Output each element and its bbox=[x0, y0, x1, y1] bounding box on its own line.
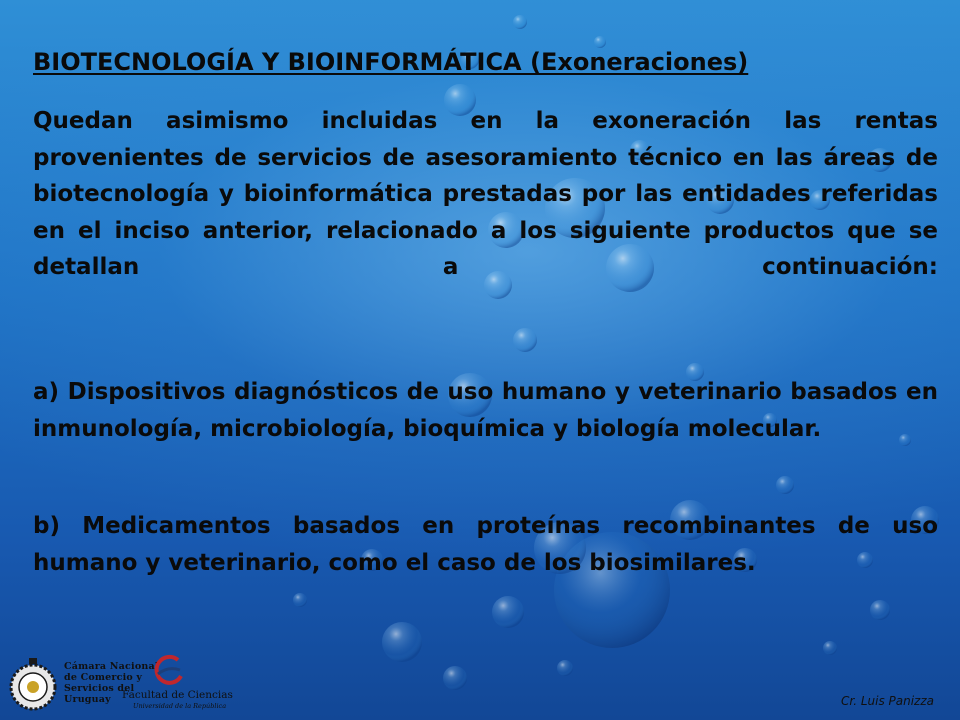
camara-line: Servicios del bbox=[64, 683, 135, 694]
camara-seal-logo bbox=[8, 657, 58, 713]
intro-paragraph: Quedan asimismo incluidas en la exoneración las rentas provenientes de servicios de asesoramiento técnico en las áreas de biotecnología y bioinformática prestadas por las entidades referidas en el inciso anterior, relacionado a los siguiente productos que se detallan a continuación: bbox=[33, 108, 938, 280]
facultad-subtitle: Universidad de la República bbox=[133, 702, 227, 710]
facultad-name: Facultad de Ciencias bbox=[122, 689, 233, 701]
camara-line: Uruguay bbox=[64, 694, 111, 705]
camara-line: Cámara Nacional bbox=[64, 661, 159, 672]
author-signature: Cr. Luis Panizza bbox=[840, 694, 934, 708]
item-a-paragraph: a) Dispositivos diagnósticos de uso humano y veterinario basados en inmunología, microbiología, bioquímica y biología molecular. bbox=[33, 379, 938, 442]
facultad-ciencias-logo bbox=[148, 654, 188, 688]
item-b-paragraph: b) Medicamentos basados en proteínas recombinantes de uso humano y veterinario, como el caso de los biosimilares. bbox=[33, 513, 938, 576]
slide-title: BIOTECNOLOGÍA Y BIOINFORMÁTICA (Exoneraciones) bbox=[33, 48, 749, 76]
camara-line: de Comercio y bbox=[64, 672, 143, 683]
